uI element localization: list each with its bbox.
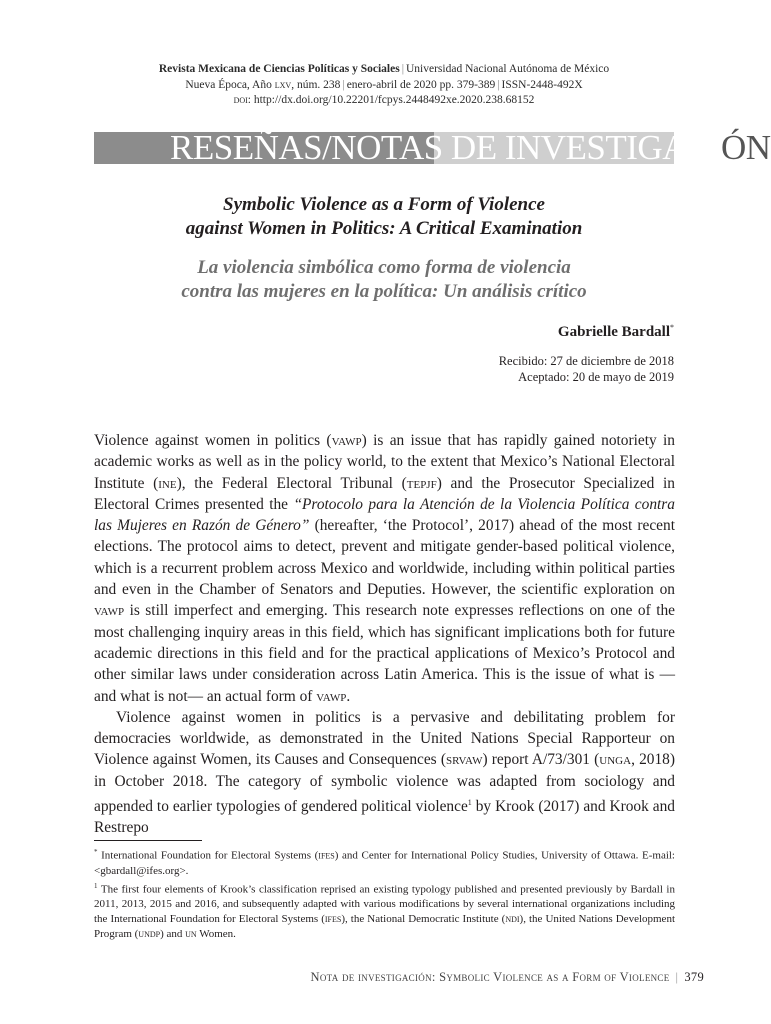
footnote-divider — [94, 840, 202, 841]
journal-line-1: Revista Mexicana de Ciencias Políticas y Sociales | Universidad Nacional Autónoma de México — [158, 63, 610, 75]
issue-prefix: Nueva Época, Año — [185, 78, 275, 91]
section-banner — [94, 128, 771, 167]
doi-label: doi — [233, 94, 248, 106]
doi-link[interactable]: : http://dx.doi.org/10.22201/fcpys.2448492xe.2020.238.68152 — [247, 94, 535, 106]
issue-year: lxv — [274, 78, 292, 91]
received-date: Recibido: 27 de diciembre de 2018 — [498, 354, 674, 368]
journal-line-2: Nueva Época, Año lxv, núm. 238 | enero-abril de 2020 pp. 379-389 | ISSN-2448-492X — [185, 78, 583, 91]
footnote-author: * International Foundation for Electoral Systems (ifes) and Center for International Policy Studies, University of Ottawa. E-mail: <gbardall@ifes.org>. — [94, 848, 675, 877]
accepted-date: Aceptado: 20 de mayo de 2019 — [518, 370, 674, 384]
body-paragraph-1: Violence against women in politics (vawp) is an issue that has rapidly gained notoriety in academic works as well as in the policy world, to the extent that Mexico’s National Electoral Institute (ine), the Federal Electoral Tribunal (tepjf) and the Prosecutor Specialized in Electoral Crimes presented the “Protocolo para la Atención de la Violencia Política contra las Mujeres en Razón de Género” (hereafter, ‘the Protocol’, 2017) ahead of the most recent elections. The protocol aims to detect, prevent and mitigate gender-based political violence, which is a recurrent problem across Mexico and worldwide, including within political parties and even in the Chamber of Senators and Deputies. However, the scientific exploration on vawp is still imperfect and emerging. This research note expresses reflections on one of the most challenging inquiry areas in this field, which has significant implications both for future academic directions in this field and for the practical applications of Mexico’s Protocol and other similar laws under consideration across Latin America. This is the issue of what is —and what is not— an actual form of vawp. — [94, 432, 676, 705]
title-es-line-2: contra las mujeres en la política: Un análisis crítico — [181, 281, 587, 302]
running-footer: Nota de investigación: Symbolic Violence as a Form of Violence | 379 — [310, 970, 704, 984]
issue-dates-pages: enero-abril de 2020 pp. 379-389 — [346, 78, 496, 91]
university-name: Universidad Nacional Autónoma de México — [406, 63, 610, 75]
author-footnote-mark[interactable]: * — [670, 323, 674, 332]
footnote-1: $^1$ The first four elements of Krook’s classification reprised an existing typology published and presented previously by Bardall in 2011, 2013, 2015 and 2016, and subsequently adapted with various modifications by several international organizations including the International Foundation for Electoral Systems (ifes), the National Democratic Institute (ndi), the United Nations Development Program (undp) and un Women. — [94, 881, 675, 941]
section-title — [170, 128, 771, 168]
running-title: Nota de investigación: Symbolic Violence as a Form of Violence — [310, 970, 670, 984]
title-es-line-1: La violencia simbólica como forma de violencia — [197, 257, 571, 278]
title-en-line-1: Symbolic Violence as a Form of Violence — [223, 194, 545, 215]
article-title-english — [0, 193, 768, 241]
article-dates — [499, 353, 674, 385]
author-text: Gabrielle Bardall — [557, 324, 670, 340]
body-paragraph-2: Violence against women in politics is a pervasive and debilitating problem for democracies worldwide, as demonstrated in the United Nations Special Rapporteur on Violence against Women, its Causes and Consequences (srvaw) report A/73/301 (unga, 2018) in October 2018. The category of symbolic violence was adapted from sociology and appended to earlier typologies of gendered political violence$^1$ by Krook (2017) and Krook and Restrepo — [94, 708, 675, 837]
footnotes — [94, 845, 675, 942]
article-body — [94, 430, 675, 839]
author-name — [558, 323, 674, 341]
issue-number: , núm. 238 — [291, 78, 341, 91]
article-title-spanish — [0, 256, 768, 304]
page-number: 379 — [684, 970, 704, 984]
journal-line-3 — [0, 93, 768, 109]
section-title-main: RESEÑAS/NOTAS DE INVESTIGACI — [170, 128, 721, 167]
issn: ISSN-2448-492X — [501, 78, 583, 91]
footnote-ref-1[interactable]: 1 — [467, 798, 472, 808]
section-title-tail: ÓN — [720, 128, 771, 167]
journal-header — [0, 62, 768, 109]
journal-name: Revista Mexicana de Ciencias Políticas y Sociales — [158, 63, 400, 75]
title-en-line-2: against Women in Politics: A Critical Examination — [185, 218, 583, 239]
